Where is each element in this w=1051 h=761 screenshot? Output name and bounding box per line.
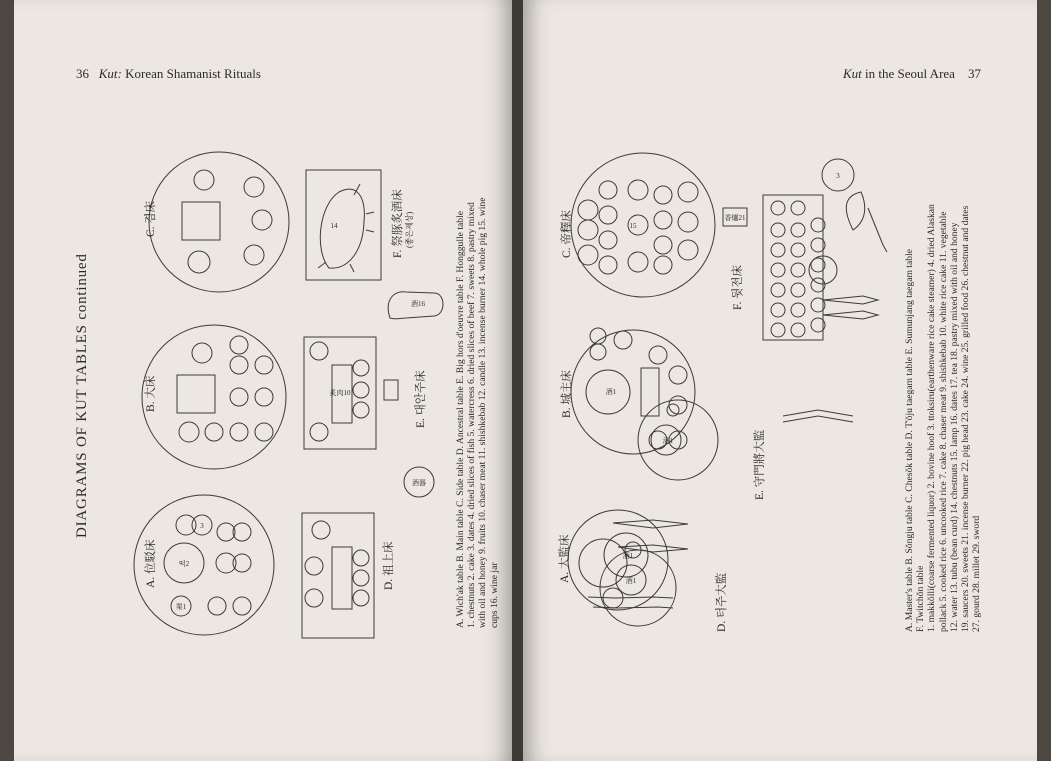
left-book-subtitle: Korean Shamanist Rituals xyxy=(121,66,261,81)
right-table-b-label: B. 城主床 xyxy=(561,370,573,418)
left-caption xyxy=(455,158,500,628)
svg-text:떡2: 떡2 xyxy=(178,560,190,568)
diagram-heading: DIAGRAMS OF KUT TABLES continued xyxy=(74,253,90,538)
table-b-label: B. 大床 xyxy=(145,375,157,412)
svg-text:酒1: 酒1 xyxy=(625,577,637,585)
right-page-number: 37 xyxy=(967,66,981,81)
table-a-outline xyxy=(568,510,668,610)
right-table-a-label: A. 大監床 xyxy=(559,534,571,583)
right-page xyxy=(523,0,1037,761)
svg-text:15: 15 xyxy=(629,222,637,230)
table-d-label: D. 祖上床 xyxy=(383,541,395,590)
table-b-outline xyxy=(571,330,695,454)
table-f-sublabel: (좋은제상) xyxy=(405,211,414,248)
book-gutter xyxy=(512,0,523,761)
left-table-diagrams xyxy=(14,0,512,761)
svg-text:炙肉10: 炙肉10 xyxy=(329,389,351,397)
table-b-outline xyxy=(142,325,286,469)
table-e-outline xyxy=(638,400,718,480)
right-caption-line-5: 12. water 13. tubu (bean curd) 14. chestnuts 15. lamp 16. dates 17. tea 18. pastry mixed with oil and honey xyxy=(948,222,960,632)
table-d-outline xyxy=(302,513,374,638)
right-caption-line-6: 19. saucers 20. sweets 21. incense burner 22. pig head 23. cake 24. wine 25. grilled food 26. chestnut and dates xyxy=(960,205,972,632)
right-table-c-label: C. 帝釋床 xyxy=(561,210,573,258)
svg-text:酒1: 酒1 xyxy=(605,388,617,396)
svg-text:酒1: 酒1 xyxy=(662,437,674,445)
table-c-label: C. 겸床 xyxy=(145,200,157,237)
table-f-label: F. 祭豚炙酒床 xyxy=(392,189,404,258)
svg-text:香爐21: 香爐21 xyxy=(724,214,746,222)
svg-text:酒16: 酒16 xyxy=(411,300,425,308)
left-page xyxy=(14,0,512,761)
right-caption-line-3: 1. makkŏlli(coarse fermented liquor) 2. bovine hoof 3. ttoksiru(earthenware rice cake steamer) 4. dried Alaskan xyxy=(926,204,938,632)
left-caption-line-2: 1. chestnuts 2. cake 3. dates 4. dried slices of fish 5. watercress 6. dried slices of beef 7. sweets 8. pastry mixed xyxy=(466,202,478,628)
right-table-f-label: F. 뒷전床 xyxy=(732,265,744,310)
table-a-label: A. 位駁床 xyxy=(145,539,157,588)
table-c-outline xyxy=(149,152,289,292)
table-c-outline xyxy=(571,153,715,297)
book-edge-left xyxy=(0,0,14,761)
right-caption-line-2: F. Twitchŏn table xyxy=(915,565,927,632)
right-caption-line-1: A. Master's table B. Sŏngju table C. Chesŏk table D. T'ŏju taegam table E. Sumunjang taegam table xyxy=(904,249,915,632)
svg-text:栗1: 栗1 xyxy=(175,603,187,611)
right-book-title: Kut xyxy=(843,66,862,81)
svg-text:酒1: 酒1 xyxy=(622,552,634,560)
left-page-number: 36 xyxy=(76,66,89,81)
left-caption-line-4: cups 16. wine jar xyxy=(488,562,500,628)
right-caption-line-4: pollack 5. cooked rice 6. uncooked rice 7. cake 8. chaser meat 9. shishkebab 10. white rice cake 11. vegetable xyxy=(937,211,949,632)
svg-text:3: 3 xyxy=(200,522,204,530)
left-caption-line-3: with oil and honey 9. fruits 10. chaser meat 11. shishkebab 12. candle 13. incense burner 14. whole pig 15. wine xyxy=(477,197,489,628)
book-edge-right xyxy=(1037,0,1051,761)
right-caption-line-7: 27. gourd 28. millet 29. sword xyxy=(971,515,983,632)
left-caption-line-1: A. Wich'ak table B. Main table C. Side table D. Ancestral table E. Big hors d'oeuvre table F. Honggulle table xyxy=(455,211,466,628)
left-book-title: Kut: xyxy=(98,66,122,81)
right-table-e-label: E. 守門將大監 xyxy=(754,429,766,500)
right-caption xyxy=(904,152,982,632)
svg-text:3: 3 xyxy=(836,172,840,180)
table-e-label: E. 대안주床 xyxy=(415,370,427,428)
right-table-d-label: D. 터주大監 xyxy=(716,572,728,632)
table-f-outline xyxy=(306,170,381,280)
svg-text:酒器: 酒器 xyxy=(412,479,426,487)
right-book-subtitle: in the Seoul Area xyxy=(861,66,955,81)
svg-text:14: 14 xyxy=(330,222,338,230)
